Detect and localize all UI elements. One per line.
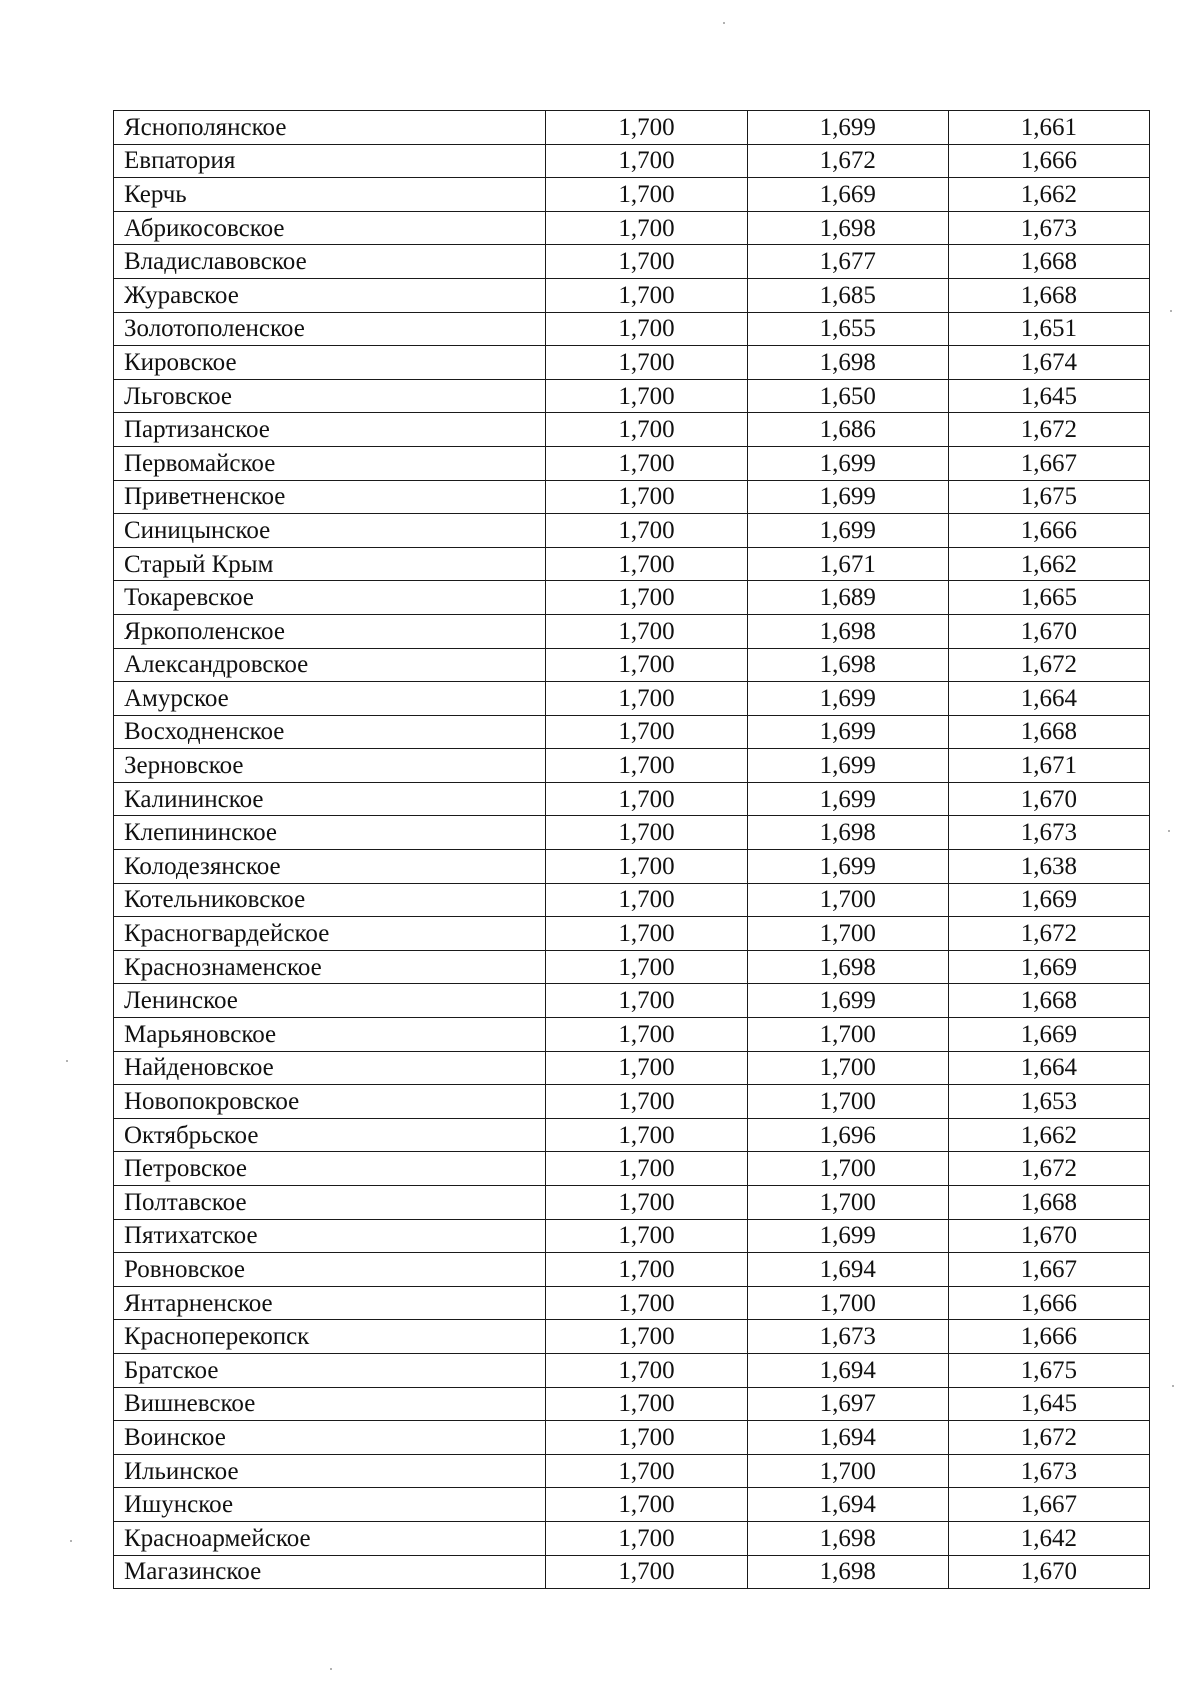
value-cell-2: 1,697: [747, 1387, 948, 1421]
settlement-name-cell: Вишневское: [114, 1387, 546, 1421]
value-cell-2: 1,694: [747, 1253, 948, 1287]
value-cell-3: 1,665: [948, 581, 1149, 615]
table-row: [114, 984, 1150, 1018]
settlement-name-cell: Яркополенское: [114, 614, 546, 648]
settlement-name-cell: Евпатория: [114, 144, 546, 178]
table-row: [114, 278, 1150, 312]
settlement-name-cell: Владиславовское: [114, 245, 546, 279]
value-cell-3: 1,672: [948, 917, 1149, 951]
value-cell-1: 1,700: [546, 480, 747, 514]
settlement-name-cell: Партизанское: [114, 413, 546, 447]
value-cell-3: 1,642: [948, 1521, 1149, 1555]
table-body: [114, 111, 1150, 1589]
value-cell-3: 1,645: [948, 1387, 1149, 1421]
value-cell-1: 1,700: [546, 178, 747, 212]
value-cell-3: 1,670: [948, 1555, 1149, 1589]
value-cell-3: 1,673: [948, 1454, 1149, 1488]
value-cell-2: 1,699: [747, 682, 948, 716]
table-row: [114, 715, 1150, 749]
table-row: [114, 850, 1150, 884]
value-cell-1: 1,700: [546, 1051, 747, 1085]
settlement-name-cell: Колодезянское: [114, 850, 546, 884]
settlement-name-cell: Яснополянское: [114, 111, 546, 145]
table-row: [114, 950, 1150, 984]
value-cell-1: 1,700: [546, 413, 747, 447]
value-cell-2: 1,699: [747, 480, 948, 514]
value-cell-2: 1,698: [747, 211, 948, 245]
value-cell-3: 1,672: [948, 1152, 1149, 1186]
value-cell-2: 1,650: [747, 379, 948, 413]
value-cell-1: 1,700: [546, 1320, 747, 1354]
value-cell-2: 1,699: [747, 514, 948, 548]
value-cell-1: 1,700: [546, 1488, 747, 1522]
settlement-name-cell: Первомайское: [114, 446, 546, 480]
value-cell-2: 1,671: [747, 547, 948, 581]
value-cell-1: 1,700: [546, 1219, 747, 1253]
value-cell-2: 1,699: [747, 1219, 948, 1253]
value-cell-3: 1,666: [948, 514, 1149, 548]
value-cell-1: 1,700: [546, 648, 747, 682]
scan-speck: [1172, 1385, 1174, 1387]
value-cell-2: 1,694: [747, 1353, 948, 1387]
value-cell-2: 1,655: [747, 312, 948, 346]
settlement-name-cell: Красноармейское: [114, 1521, 546, 1555]
value-cell-1: 1,700: [546, 1085, 747, 1119]
value-cell-1: 1,700: [546, 1454, 747, 1488]
table-row: [114, 1353, 1150, 1387]
settlement-name-cell: Ленинское: [114, 984, 546, 1018]
value-cell-2: 1,698: [747, 1555, 948, 1589]
value-cell-2: 1,669: [747, 178, 948, 212]
table-row: [114, 1521, 1150, 1555]
settlement-name-cell: Зерновское: [114, 749, 546, 783]
value-cell-2: 1,700: [747, 1286, 948, 1320]
settlement-name-cell: Клепининское: [114, 816, 546, 850]
value-cell-3: 1,668: [948, 278, 1149, 312]
table-row: [114, 480, 1150, 514]
value-cell-1: 1,700: [546, 1118, 747, 1152]
value-cell-1: 1,700: [546, 715, 747, 749]
value-cell-2: 1,700: [747, 1051, 948, 1085]
value-cell-3: 1,675: [948, 1353, 1149, 1387]
table-row: [114, 648, 1150, 682]
value-cell-1: 1,700: [546, 547, 747, 581]
value-cell-3: 1,664: [948, 682, 1149, 716]
value-cell-1: 1,700: [546, 446, 747, 480]
value-cell-3: 1,667: [948, 1488, 1149, 1522]
value-cell-3: 1,666: [948, 144, 1149, 178]
value-cell-1: 1,700: [546, 950, 747, 984]
settlement-name-cell: Марьяновское: [114, 1018, 546, 1052]
value-cell-2: 1,673: [747, 1320, 948, 1354]
value-cell-3: 1,673: [948, 211, 1149, 245]
value-cell-2: 1,699: [747, 850, 948, 884]
value-cell-3: 1,672: [948, 413, 1149, 447]
value-cell-2: 1,700: [747, 1186, 948, 1220]
value-cell-2: 1,694: [747, 1421, 948, 1455]
scan-speck: [1170, 310, 1172, 312]
value-cell-2: 1,700: [747, 917, 948, 951]
value-cell-2: 1,672: [747, 144, 948, 178]
value-cell-3: 1,674: [948, 346, 1149, 380]
value-cell-3: 1,662: [948, 547, 1149, 581]
value-cell-2: 1,700: [747, 1085, 948, 1119]
settlement-name-cell: Пятихатское: [114, 1219, 546, 1253]
settlement-name-cell: Красногвардейское: [114, 917, 546, 951]
value-cell-3: 1,675: [948, 480, 1149, 514]
value-cell-3: 1,668: [948, 245, 1149, 279]
settlement-name-cell: Братское: [114, 1353, 546, 1387]
value-cell-1: 1,700: [546, 614, 747, 648]
value-cell-3: 1,667: [948, 1253, 1149, 1287]
settlement-name-cell: Октябрьское: [114, 1118, 546, 1152]
scan-speck: [70, 1540, 72, 1542]
table-row: [114, 178, 1150, 212]
settlement-name-cell: Воинское: [114, 1421, 546, 1455]
value-cell-3: 1,669: [948, 950, 1149, 984]
value-cell-2: 1,699: [747, 749, 948, 783]
table-row: [114, 547, 1150, 581]
value-cell-3: 1,645: [948, 379, 1149, 413]
settlement-name-cell: Амурское: [114, 682, 546, 716]
value-cell-1: 1,700: [546, 1018, 747, 1052]
value-cell-1: 1,700: [546, 581, 747, 615]
table-row: [114, 1454, 1150, 1488]
settlement-name-cell: Котельниковское: [114, 883, 546, 917]
table-row: [114, 816, 1150, 850]
value-cell-2: 1,699: [747, 446, 948, 480]
value-cell-3: 1,670: [948, 782, 1149, 816]
value-cell-2: 1,700: [747, 1018, 948, 1052]
value-cell-2: 1,700: [747, 883, 948, 917]
value-cell-1: 1,700: [546, 682, 747, 716]
value-cell-1: 1,700: [546, 144, 747, 178]
value-cell-1: 1,700: [546, 211, 747, 245]
value-cell-3: 1,672: [948, 1421, 1149, 1455]
value-cell-1: 1,700: [546, 850, 747, 884]
value-cell-3: 1,667: [948, 446, 1149, 480]
value-cell-1: 1,700: [546, 379, 747, 413]
value-cell-2: 1,677: [747, 245, 948, 279]
value-cell-2: 1,685: [747, 278, 948, 312]
value-cell-1: 1,700: [546, 1521, 747, 1555]
table-row: [114, 211, 1150, 245]
value-cell-3: 1,672: [948, 648, 1149, 682]
table-row: [114, 1219, 1150, 1253]
value-cell-3: 1,666: [948, 1320, 1149, 1354]
settlement-name-cell: Новопокровское: [114, 1085, 546, 1119]
value-cell-3: 1,653: [948, 1085, 1149, 1119]
value-cell-2: 1,699: [747, 715, 948, 749]
scan-speck: [66, 1060, 68, 1062]
table-row: [114, 144, 1150, 178]
value-cell-3: 1,661: [948, 111, 1149, 145]
settlement-name-cell: Ишунское: [114, 1488, 546, 1522]
settlement-name-cell: Кировское: [114, 346, 546, 380]
table-row: [114, 1286, 1150, 1320]
table-row: [114, 1018, 1150, 1052]
table-row: [114, 514, 1150, 548]
settlement-name-cell: Янтарненское: [114, 1286, 546, 1320]
value-cell-2: 1,698: [747, 1521, 948, 1555]
value-cell-1: 1,700: [546, 1555, 747, 1589]
table-row: [114, 782, 1150, 816]
table-row: [114, 312, 1150, 346]
settlement-name-cell: Александровское: [114, 648, 546, 682]
settlement-name-cell: Старый Крым: [114, 547, 546, 581]
value-cell-1: 1,700: [546, 1387, 747, 1421]
table-row: [114, 446, 1150, 480]
value-cell-1: 1,700: [546, 883, 747, 917]
value-cell-2: 1,696: [747, 1118, 948, 1152]
table-row: [114, 749, 1150, 783]
settlement-name-cell: Ильинское: [114, 1454, 546, 1488]
value-cell-2: 1,686: [747, 413, 948, 447]
value-cell-1: 1,700: [546, 749, 747, 783]
scan-speck: [1168, 830, 1170, 832]
table-row: [114, 682, 1150, 716]
value-cell-3: 1,670: [948, 614, 1149, 648]
table-row: [114, 581, 1150, 615]
value-cell-1: 1,700: [546, 1286, 747, 1320]
value-cell-3: 1,651: [948, 312, 1149, 346]
value-cell-2: 1,700: [747, 1454, 948, 1488]
settlement-name-cell: Восходненское: [114, 715, 546, 749]
scan-speck: [330, 1668, 332, 1670]
settlement-name-cell: Ровновское: [114, 1253, 546, 1287]
value-cell-3: 1,670: [948, 1219, 1149, 1253]
value-cell-1: 1,700: [546, 917, 747, 951]
value-cell-3: 1,669: [948, 883, 1149, 917]
table-row: [114, 1320, 1150, 1354]
value-cell-2: 1,700: [747, 1152, 948, 1186]
table-row: [114, 614, 1150, 648]
table-row: [114, 1085, 1150, 1119]
value-cell-1: 1,700: [546, 312, 747, 346]
settlement-name-cell: Петровское: [114, 1152, 546, 1186]
settlement-name-cell: Красноперекопск: [114, 1320, 546, 1354]
table-row: [114, 1387, 1150, 1421]
value-cell-1: 1,700: [546, 1421, 747, 1455]
value-cell-2: 1,699: [747, 782, 948, 816]
table-row: [114, 1421, 1150, 1455]
settlement-name-cell: Льговское: [114, 379, 546, 413]
table-row: [114, 245, 1150, 279]
settlement-name-cell: Найденовское: [114, 1051, 546, 1085]
value-cell-1: 1,700: [546, 1253, 747, 1287]
value-cell-1: 1,700: [546, 1186, 747, 1220]
table-row: [114, 379, 1150, 413]
settlement-name-cell: Журавское: [114, 278, 546, 312]
value-cell-2: 1,698: [747, 614, 948, 648]
data-table: [113, 110, 1150, 1589]
value-cell-2: 1,699: [747, 984, 948, 1018]
settlement-name-cell: Краснознаменское: [114, 950, 546, 984]
value-cell-3: 1,669: [948, 1018, 1149, 1052]
value-cell-1: 1,700: [546, 782, 747, 816]
value-cell-1: 1,700: [546, 245, 747, 279]
settlement-name-cell: Полтавское: [114, 1186, 546, 1220]
value-cell-3: 1,673: [948, 816, 1149, 850]
table-row: [114, 346, 1150, 380]
table-row: [114, 413, 1150, 447]
table-row: [114, 1051, 1150, 1085]
table-row: [114, 1488, 1150, 1522]
value-cell-3: 1,638: [948, 850, 1149, 884]
value-cell-1: 1,700: [546, 1353, 747, 1387]
settlement-name-cell: Синицынское: [114, 514, 546, 548]
value-cell-3: 1,668: [948, 715, 1149, 749]
value-cell-1: 1,700: [546, 514, 747, 548]
scan-speck: [723, 22, 725, 24]
value-cell-3: 1,668: [948, 1186, 1149, 1220]
table-row: [114, 111, 1150, 145]
settlement-name-cell: Токаревское: [114, 581, 546, 615]
table-row: [114, 1555, 1150, 1589]
value-cell-1: 1,700: [546, 1152, 747, 1186]
value-cell-2: 1,698: [747, 816, 948, 850]
value-cell-2: 1,698: [747, 346, 948, 380]
value-cell-2: 1,699: [747, 111, 948, 145]
table-row: [114, 1253, 1150, 1287]
settlement-name-cell: Абрикосовское: [114, 211, 546, 245]
settlement-name-cell: Керчь: [114, 178, 546, 212]
value-cell-2: 1,698: [747, 648, 948, 682]
settlement-name-cell: Калининское: [114, 782, 546, 816]
value-cell-3: 1,664: [948, 1051, 1149, 1085]
table-row: [114, 917, 1150, 951]
table-row: [114, 883, 1150, 917]
settlement-name-cell: Приветненское: [114, 480, 546, 514]
value-cell-2: 1,694: [747, 1488, 948, 1522]
value-cell-1: 1,700: [546, 278, 747, 312]
value-cell-3: 1,662: [948, 178, 1149, 212]
value-cell-3: 1,671: [948, 749, 1149, 783]
value-cell-2: 1,689: [747, 581, 948, 615]
table-row: [114, 1118, 1150, 1152]
value-cell-1: 1,700: [546, 111, 747, 145]
table-row: [114, 1186, 1150, 1220]
value-cell-3: 1,666: [948, 1286, 1149, 1320]
settlement-name-cell: Магазинское: [114, 1555, 546, 1589]
value-cell-3: 1,662: [948, 1118, 1149, 1152]
value-cell-2: 1,698: [747, 950, 948, 984]
table-row: [114, 1152, 1150, 1186]
settlement-name-cell: Золотополенское: [114, 312, 546, 346]
value-cell-1: 1,700: [546, 346, 747, 380]
value-cell-3: 1,668: [948, 984, 1149, 1018]
value-cell-1: 1,700: [546, 984, 747, 1018]
value-cell-1: 1,700: [546, 816, 747, 850]
